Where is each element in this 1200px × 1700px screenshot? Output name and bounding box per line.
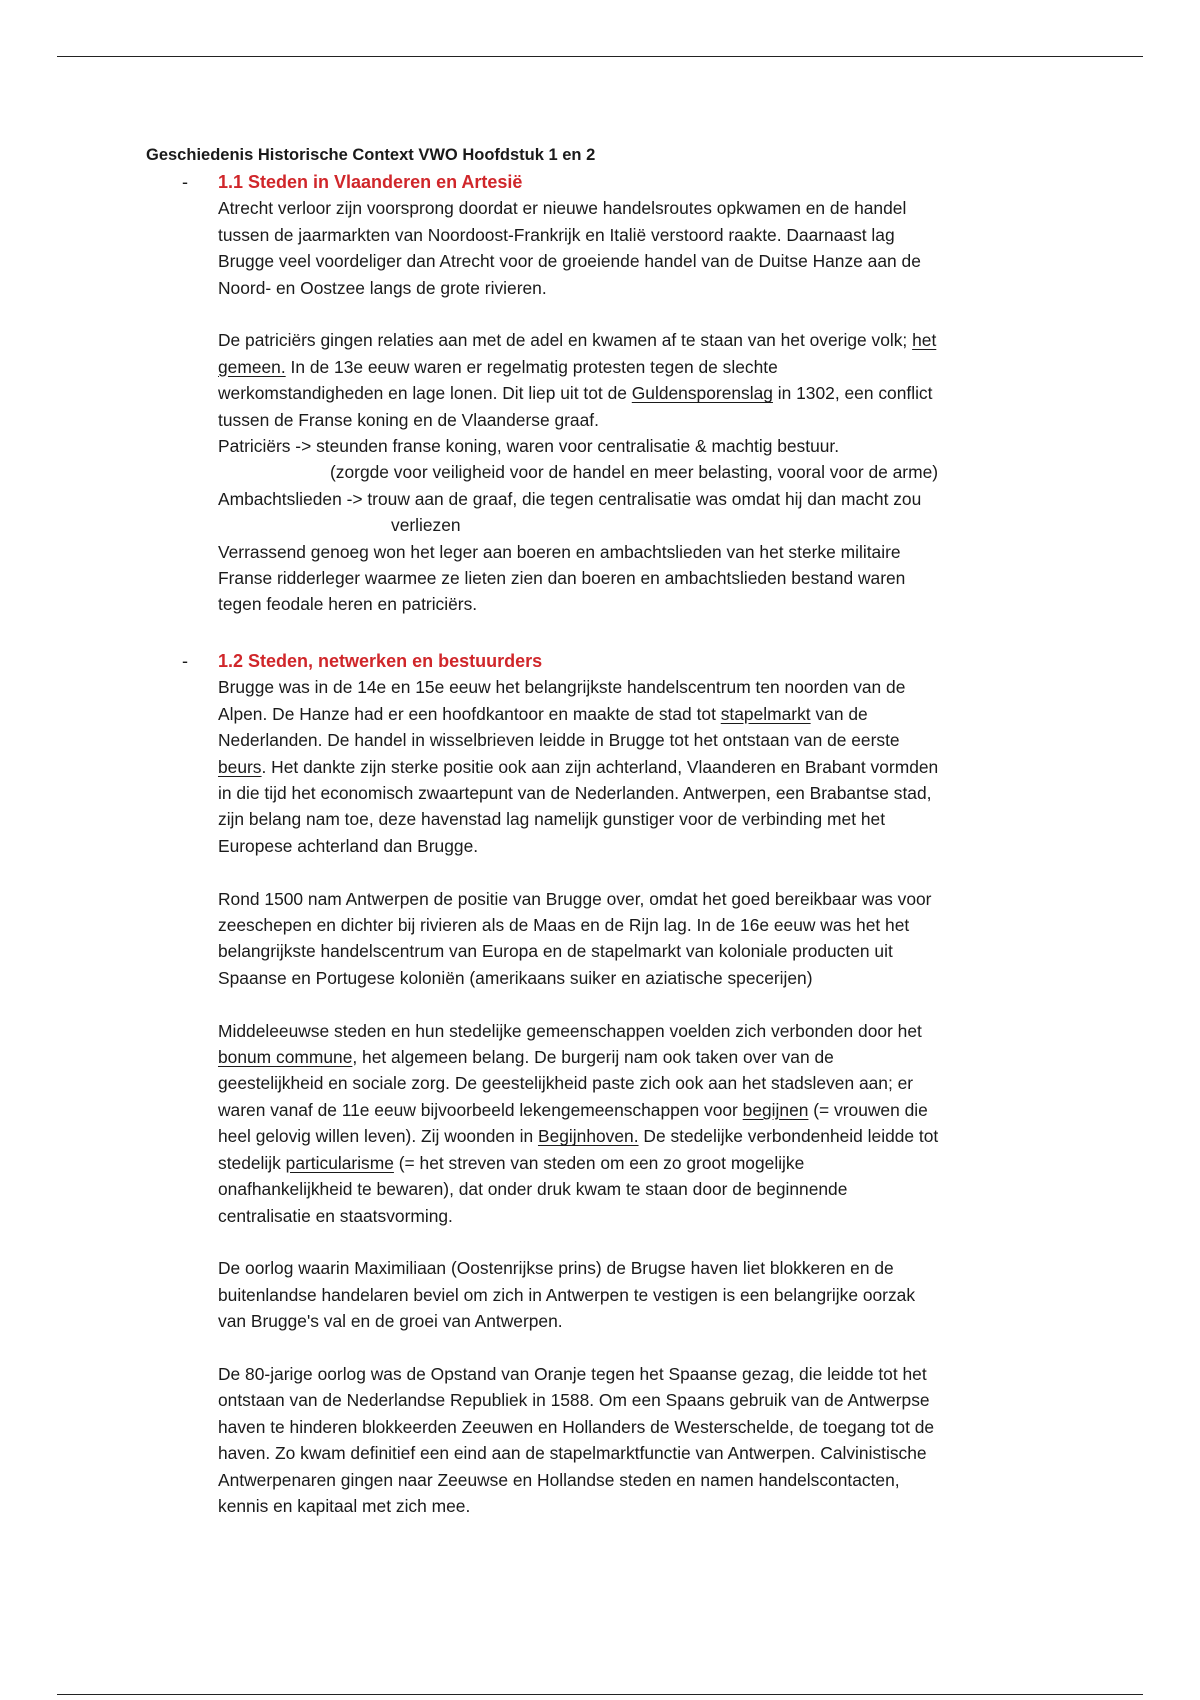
text-line: tussen de jaarmarkten van Noordoost-Frankrijk en Italië verstoord raakte. Daarnaast lag [218, 224, 895, 245]
text-line: Antwerpenaren gingen naar Zeeuwse en Hollandse steden en namen handelscontacten, [218, 1469, 900, 1490]
bullet-dash: - [182, 172, 188, 192]
text-line: tussen de Franse koning en de Vlaanderse graaf. [218, 409, 599, 430]
text-line: Franse ridderleger waarmee ze lieten zien dan boeren en ambachtslieden bestand waren [218, 568, 906, 589]
text-line: Rond 1500 nam Antwerpen de positie van Brugge over, omdat het goed bereikbaar was voor [218, 888, 932, 909]
text-line: van Brugge's val en de groei van Antwerpen. [218, 1311, 563, 1332]
bullet-dash: - [182, 651, 188, 671]
text-line: haven te hinderen blokkeerden Zeeuwen en Hollanders de Westerschelde, de toegang tot de [218, 1416, 935, 1437]
text-line: kennis en kapitaal met zich mee. [218, 1495, 471, 1516]
text-line: (zorgde voor veiligheid voor de handel en meer belasting, vooral voor de arme) [330, 462, 939, 483]
text-line: Ambachtslieden -> trouw aan de graaf, die tegen centralisatie was omdat hij dan macht zou [218, 488, 922, 509]
document-title: Geschiedenis Historische Context VWO Hoofdstuk 1 en 2 [146, 146, 596, 164]
text-line: Brugge was in de 14e en 15e eeuw het belangrijkste handelscentrum ten noorden van de [218, 677, 906, 698]
section-1-2 [182, 648, 1082, 1519]
underlined-term: stapelmarkt [720, 703, 811, 724]
text-line: onafhankelijkheid te bewaren), dat onder druk kwam te staan door de beginnende [218, 1179, 848, 1200]
text-line: Middeleeuwse steden en hun stedelijke gemeenschappen voelden zich verbonden door het [218, 1020, 922, 1041]
text-line: buitenlandse handelaren beviel om zich in Antwerpen te vestigen is een belangrijke oorzak [218, 1284, 916, 1305]
text-line: werkomstandigheden en lage lonen. Dit liep uit tot de Guldensporenslag in 1302, een conflict [218, 383, 933, 404]
underlined-term: beurs [218, 756, 262, 777]
section-body [218, 674, 1078, 1519]
text-line: verliezen [391, 515, 461, 536]
text-line: Europese achterland dan Brugge. [218, 835, 479, 856]
text-line: beurs. Het dankte zijn sterke positie ook aan zijn achterland, Vlaanderen en Brabant vormden [218, 756, 939, 777]
text-line: Brugge veel voordeliger dan Atrecht voor de groeiende handel van de Duitse Hanze aan de [218, 251, 921, 272]
underlined-term: Begijnhoven. [537, 1126, 639, 1147]
text-line: De 80-jarige oorlog was de Opstand van Oranje tegen het Spaanse gezag, die leidde tot het [218, 1363, 927, 1384]
text-line: Spaanse en Portugese koloniën (amerikaans suiker en aziatische specerijen) [218, 967, 813, 988]
bottom-rule [57, 1694, 1143, 1695]
underlined-term: bonum commune [218, 1047, 353, 1068]
text-line: haven. Zo kwam definitief een eind aan de stapelmarktfunctie van Antwerpen. Calvinistische [218, 1443, 927, 1464]
underlined-term: gemeen. [218, 356, 286, 377]
text-line: belangrijkste handelscentrum van Europa en de stapelmarkt van koloniale producten uit [218, 941, 893, 962]
section-1-1 [182, 169, 1082, 618]
text-line: heel gelovig willen leven). Zij woonden in Begijnhoven. De stedelijke verbondenheid leidde tot [218, 1126, 939, 1147]
text-line: Alpen. De Hanze had er een hoofdkantoor en maakte de stad tot stapelmarkt van de [218, 703, 868, 724]
underlined-term: begijnen [742, 1099, 809, 1120]
text-line: stedelijk particularisme (= het streven van steden om een zo groot mogelijke [218, 1152, 805, 1173]
text-line: Patriciërs -> steunden franse koning, waren voor centralisatie & machtig bestuur. [218, 436, 840, 457]
text-line: ontstaan van de Nederlandse Republiek in 1588. Om een Spaans gebruik van de Antwerpse [218, 1390, 930, 1411]
text-line: Noord- en Oostzee langs de grote rivieren. [218, 277, 547, 298]
text-line: Nederlanden. De handel in wisselbrieven leidde in Brugge tot het ontstaan van de eerste [218, 730, 900, 751]
section-heading: 1.1 Steden in Vlaanderen en Artesië [218, 172, 523, 192]
text-line: tegen feodale heren en patriciërs. [218, 594, 478, 615]
text-line: De patriciërs gingen relaties aan met de adel en kwamen af te staan van het overige volk; het [218, 330, 937, 351]
text-line: bonum commune, het algemeen belang. De burgerij nam ook taken over van de [218, 1047, 834, 1068]
text-line: centralisatie en staatsvorming. [218, 1205, 453, 1226]
section-body [218, 195, 1078, 617]
text-line: zijn belang nam toe, deze havenstad lag namelijk gunstiger voor de verbinding met het [218, 809, 886, 830]
top-rule [57, 56, 1143, 57]
text-line: Atrecht verloor zijn voorsprong doordat er nieuwe handelsroutes opkwamen en de handel [218, 198, 907, 219]
text-line: De oorlog waarin Maximiliaan (Oostenrijkse prins) de Brugse haven liet blokkeren en de [218, 1258, 894, 1279]
underlined-term: particularisme [285, 1152, 394, 1173]
text-line: geestelijkheid en sociale zorg. De geestelijkheid paste zich ook aan het stadsleven aan; er [218, 1073, 914, 1094]
text-line: in die tijd het economisch zwaartepunt van de Nederlanden. Antwerpen, een Brabantse stad, [218, 783, 932, 804]
section-heading: 1.2 Steden, netwerken en bestuurders [218, 651, 543, 671]
underlined-term: Guldensporenslag [631, 383, 773, 404]
underlined-term: het [912, 330, 937, 351]
text-line: Verrassend genoeg won het leger aan boeren en ambachtslieden van het sterke militaire [218, 541, 901, 562]
text-line: waren vanaf de 11e eeuw bijvoorbeeld lekengemeenschappen voor begijnen (= vrouwen die [218, 1099, 928, 1120]
text-line: zeeschepen en dichter bij rivieren als de Maas en de Rijn lag. In de 16e eeuw was het het [218, 915, 910, 936]
text-line: gemeen. In de 13e eeuw waren er regelmatig protesten tegen de slechte [218, 356, 778, 377]
